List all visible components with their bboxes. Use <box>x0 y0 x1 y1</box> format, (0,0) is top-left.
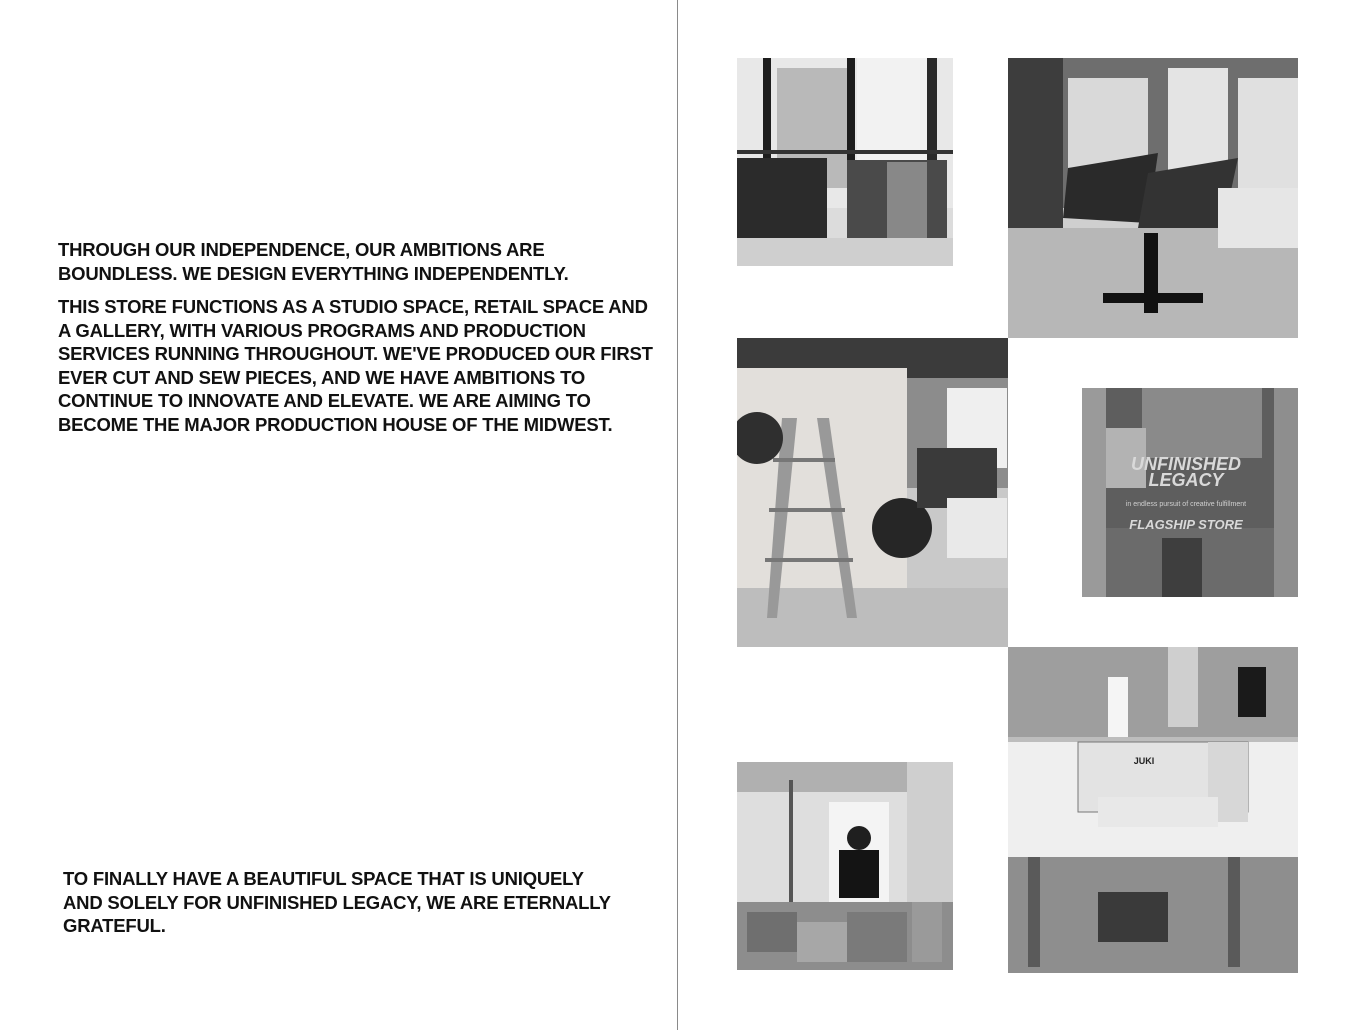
photo-sewing-machine <box>1008 647 1298 973</box>
intro-paragraph: THROUGH OUR INDEPENDENCE, OUR AMBITIONS ARE BOUNDLESS. WE DESIGN EVERYTHING INDEPENDENTLY. <box>58 239 569 284</box>
page-gutter <box>677 0 678 1030</box>
photo-founder-in-studio <box>737 762 953 970</box>
machine-brand-label: JUKI <box>1133 756 1155 766</box>
photo-studio-ladder <box>737 338 1008 647</box>
sign-tagline: in endless pursuit of creative fulfillment <box>1125 501 1247 508</box>
photo-clothing-racks <box>737 58 953 266</box>
sign-line-2: LEGACY <box>1148 470 1224 490</box>
photo-screen-printing-press <box>1008 58 1298 338</box>
sign-line-3: FLAGSHIP STORE <box>1129 517 1243 532</box>
gratitude-paragraph: TO FINALLY HAVE A BEAUTIFUL SPACE THAT IS UNIQUELY AND SOLELY FOR UNFINISHED LEGACY, WE ARE ETERNALLY GRATEFUL. <box>63 868 611 937</box>
photo-flagship-store-window <box>1082 388 1298 597</box>
studio-paragraph: THIS STORE FUNCTIONS AS A STUDIO SPACE, RETAIL SPACE AND A GALLERY, WITH VARIOUS PROGRAMS AND PRODUCTION SERVICES RUNNING THROUGHOUT. WE'VE PRODUCED OUR FIRST EVER CUT AND SEW PIECES, AND WE HAVE AMBITIONS TO CONTINUE TO INNOVATE AND ELEVATE. WE ARE AIMING TO BECOME THE MAJOR PRODUCTION HOUSE OF THE MIDWEST. <box>58 296 653 435</box>
sign-line-1: UNFINISHED <box>1130 454 1242 474</box>
